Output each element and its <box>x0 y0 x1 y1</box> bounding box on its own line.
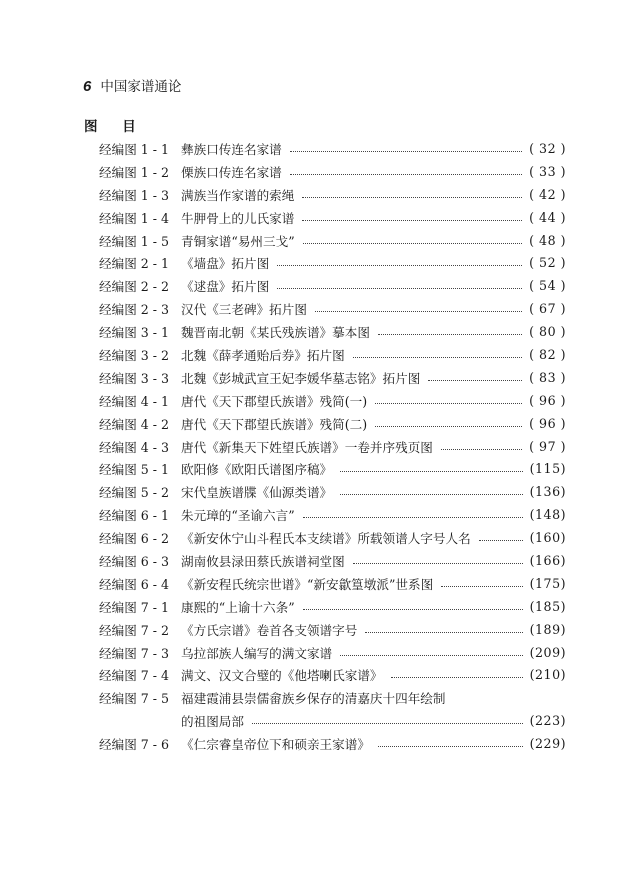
page-ref: (189) <box>529 621 566 637</box>
list-item <box>99 526 566 549</box>
figure-title: 《仁宗睿皇帝位下和硕亲王家谱》 <box>181 737 370 753</box>
list-item <box>99 137 566 160</box>
figure-title: 魏晋南北朝《某氏残族谱》摹本图 <box>181 325 370 341</box>
figure-title: 福建霞浦县崇儒畲族乡保存的清嘉庆十四年绘制 <box>181 691 446 707</box>
list-item <box>99 663 566 686</box>
section-title: 图 目 <box>84 119 146 135</box>
figure-title: 彝族口传连名家谱 <box>181 141 282 157</box>
figure-label: 经编图 6 - 1 <box>99 508 170 524</box>
dot-leader <box>303 517 523 518</box>
figure-list <box>99 137 566 755</box>
page-ref: ( 52 ) <box>529 255 566 271</box>
dot-leader <box>365 632 522 633</box>
dot-leader <box>303 609 523 610</box>
figure-title: 《逑盘》拓片图 <box>181 279 270 295</box>
figure-label: 经编图 4 - 1 <box>99 393 170 409</box>
figure-label: 经编图 6 - 2 <box>99 531 170 547</box>
figure-title: 青铜家谱“易州三戈” <box>181 233 295 249</box>
figure-label: 经编图 2 - 2 <box>99 279 170 295</box>
dot-leader <box>441 449 522 450</box>
figure-label: 经编图 1 - 5 <box>99 233 170 249</box>
dot-leader <box>378 334 522 335</box>
figure-title: 唐代《新集天下姓望氏族谱》一卷并序残页图 <box>181 439 433 455</box>
figure-title: 满文、汉文合璧的《他塔喇氏家谱》 <box>181 668 383 684</box>
dot-leader <box>302 220 522 221</box>
list-item <box>99 183 566 206</box>
figure-label: 经编图 1 - 2 <box>99 164 170 180</box>
page-number: 6 <box>83 78 92 95</box>
figure-label: 经编图 7 - 3 <box>99 645 170 661</box>
list-item <box>99 709 566 732</box>
book-title: 中国家谱通论 <box>100 79 182 95</box>
list-item <box>99 412 566 435</box>
page-ref: ( 96 ) <box>529 415 566 431</box>
dot-leader <box>290 174 522 175</box>
list-item <box>99 160 566 183</box>
figure-label: 经编图 1 - 3 <box>99 187 170 203</box>
figure-title: 宋代皇族谱牒《仙源类谱》 <box>181 485 333 501</box>
list-item <box>99 618 566 641</box>
figure-label: 经编图 5 - 2 <box>99 485 170 501</box>
page-ref: (175) <box>529 575 566 591</box>
dot-leader <box>479 540 523 541</box>
page-ref: (136) <box>529 484 566 500</box>
dot-leader <box>340 655 523 656</box>
figure-title: 傈族口传连名家谱 <box>181 164 282 180</box>
dot-leader <box>428 380 522 381</box>
figure-title: 满族当作家谱的索绳 <box>181 187 295 203</box>
figure-title: 《新安程氏统宗世谱》“新安歙篁墩派”世系图 <box>181 576 434 592</box>
dot-leader <box>340 494 523 495</box>
figure-title: 湖南攸县渌田蔡氏族谱祠堂图 <box>181 553 345 569</box>
page-ref: (223) <box>529 713 566 729</box>
dot-leader <box>277 288 522 289</box>
page-ref: ( 67 ) <box>529 301 566 317</box>
dot-leader <box>353 357 522 358</box>
dot-leader <box>375 403 522 404</box>
figure-label: 经编图 7 - 5 <box>99 691 170 707</box>
page-ref: ( 42 ) <box>529 186 566 202</box>
dot-leader <box>378 746 523 747</box>
figure-title: 的祖图局部 <box>181 714 244 730</box>
figure-title: 北魏《薛孝通贻后券》拓片图 <box>181 347 345 363</box>
dot-leader <box>277 265 522 266</box>
page-ref: (185) <box>529 598 566 614</box>
figure-label: 经编图 2 - 3 <box>99 302 170 318</box>
list-item <box>99 503 566 526</box>
list-item <box>99 366 566 389</box>
page-ref: ( 54 ) <box>529 278 566 294</box>
page-ref: ( 44 ) <box>529 209 566 225</box>
figure-title: 唐代《天下郡望氏族谱》残简(二) <box>181 416 368 432</box>
figure-label: 经编图 7 - 2 <box>99 622 170 638</box>
list-item <box>99 320 566 343</box>
figure-label: 经编图 2 - 1 <box>99 256 170 272</box>
dot-leader <box>375 426 522 427</box>
list-item <box>99 206 566 229</box>
page-ref: ( 97 ) <box>529 438 566 454</box>
list-item <box>99 457 566 480</box>
list-item <box>99 435 566 458</box>
dot-leader <box>391 677 523 678</box>
figure-label: 经编图 4 - 2 <box>99 416 170 432</box>
page-ref: (148) <box>529 507 566 523</box>
figure-label: 经编图 1 - 1 <box>99 141 170 157</box>
page-ref: ( 32 ) <box>529 140 566 156</box>
page-ref: (160) <box>529 530 566 546</box>
page-ref: ( 82 ) <box>529 346 566 362</box>
figure-label: 经编图 6 - 4 <box>99 576 170 592</box>
dot-leader <box>315 311 522 312</box>
list-item <box>99 641 566 664</box>
figure-label: 经编图 4 - 3 <box>99 439 170 455</box>
dot-leader <box>302 197 522 198</box>
figure-title: 北魏《彭城武宣王妃李媛华墓志铭》拓片图 <box>181 370 421 386</box>
page-ref: (115) <box>529 461 566 477</box>
page-ref: (210) <box>529 667 566 683</box>
list-item <box>99 480 566 503</box>
page-ref: ( 83 ) <box>529 369 566 385</box>
page-ref: (229) <box>529 736 566 752</box>
page-ref: ( 48 ) <box>529 232 566 248</box>
list-item <box>99 297 566 320</box>
list-item <box>99 343 566 366</box>
figure-label: 经编图 7 - 4 <box>99 668 170 684</box>
figure-label: 经编图 6 - 3 <box>99 553 170 569</box>
list-item <box>99 229 566 252</box>
running-header <box>83 75 181 95</box>
page-ref: (209) <box>529 644 566 660</box>
figure-label: 经编图 7 - 6 <box>99 737 170 753</box>
dot-leader <box>441 586 522 587</box>
page-ref: ( 33 ) <box>529 163 566 179</box>
figure-label: 经编图 5 - 1 <box>99 462 170 478</box>
list-item <box>99 251 566 274</box>
list-item <box>99 572 566 595</box>
figure-title: 欧阳修《欧阳氏谱图序稿》 <box>181 462 333 478</box>
figure-title: 汉代《三老碑》拓片图 <box>181 302 307 318</box>
list-item <box>99 595 566 618</box>
list-item <box>99 549 566 572</box>
figure-title: 乌拉部族人编写的满文家谱 <box>181 645 333 661</box>
dot-leader <box>303 243 523 244</box>
dot-leader <box>252 723 523 724</box>
figure-title: 康熙的“上谕十六条” <box>181 599 295 615</box>
figure-title: 牛胛骨上的儿氏家谱 <box>181 210 295 226</box>
figure-title: 朱元璋的“圣谕六言” <box>181 508 295 524</box>
page-ref: (166) <box>529 552 566 568</box>
list-item <box>99 732 566 755</box>
figure-label: 经编图 3 - 1 <box>99 325 170 341</box>
figure-label: 经编图 1 - 4 <box>99 210 170 226</box>
figure-label: 经编图 7 - 1 <box>99 599 170 615</box>
figure-title: 唐代《天下郡望氏族谱》残简(一) <box>181 393 368 409</box>
dot-leader <box>290 151 522 152</box>
figure-title: 《方氏宗谱》卷首各支领谱字号 <box>181 622 358 638</box>
page-ref: ( 96 ) <box>529 392 566 408</box>
list-item <box>99 274 566 297</box>
list-item <box>99 686 566 709</box>
figure-label: 经编图 3 - 3 <box>99 370 170 386</box>
dot-leader <box>340 471 523 472</box>
page-ref: ( 80 ) <box>529 324 566 340</box>
dot-leader <box>353 563 523 564</box>
figure-title: 《墙盘》拓片图 <box>181 256 270 272</box>
list-item <box>99 389 566 412</box>
figure-label: 经编图 3 - 2 <box>99 347 170 363</box>
figure-title: 《新安休宁山斗程氏本支续谱》所载领谱人字号人名 <box>181 531 471 547</box>
